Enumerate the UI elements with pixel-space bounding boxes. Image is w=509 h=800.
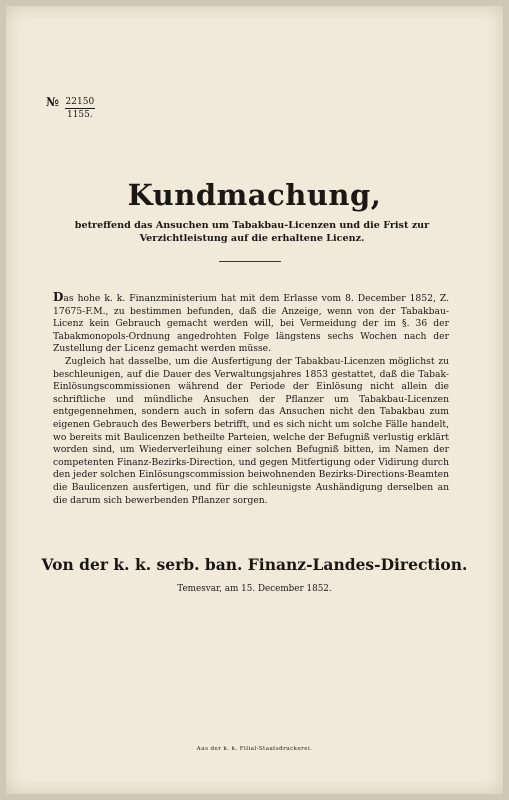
- printer-imprint: Aus der k. k. Filial-Staatsdruckerei.: [196, 746, 313, 752]
- title-divider: [219, 261, 281, 262]
- document-title: Kundmachung,: [127, 178, 382, 212]
- reference-number: [46, 96, 95, 121]
- number-numerator: 22150: [65, 97, 95, 107]
- number-fraction: [65, 96, 96, 121]
- document-subtitle: betreffend das Ansuchen um Tabakbau-Licenzen und die Frist zur Verzichtleistung auf die erhaltene Licenz.: [74, 220, 430, 244]
- place-and-date: Temesvar, am 15. December 1852.: [177, 584, 332, 594]
- initial-letter: D: [53, 290, 64, 304]
- issuing-authority: Von der k. k. serb. ban. Finanz-Landes-Direction.: [41, 555, 468, 574]
- number-denominator: 1155.: [66, 110, 93, 120]
- paragraph-2: Zugleich hat dasselbe, um die Ausfertigung der Tabakbau-Licenzen möglichst zu beschleunigen, auf die Dauer des Verwaltungsjahres 1853 gestattet, daß die Tabak-Einlösungscommissionen während der Periode der Einlösung nicht allein die schriftliche und mündliche Ansuchen der Pflanzer um Tabakbau-Licenzen entgegennehmen, sondern auch in sofern das Ansuchen nicht den Tabakbau zum eigenen Gebrauch des Bewerbers betrifft, und es sich nicht um solche Fälle handelt, wo bereits mit Baulicenzen betheilte Parteien, welche der Befugniß verlustig erklärt worden sind, um Wiederverleihung einer solchen Befugniß bitten, im Namen der competenten Finanz-Bezirks-Direction, und gegen Mitfertigung oder Vidirung durch den jeder solchen Einlösungscommission beiwohnenden Bezirks-Directions-Beamten die Baulicenzen ausfertigen, und für die schleunigste Aushändigung derselben an die darum sich bewerbenden Pflanzer sorgen.: [53, 355, 449, 506]
- document-sheet: [6, 6, 503, 794]
- paragraph-1-text: as hohe k. k. Finanzministerium hat mit dem Erlasse vom 8. December 1852, Z. 17675-F.M., zu bestimmen befunden, daß die Anzeige, wenn von der Tabakbau-Licenz kein Gebrauch gemacht werden will, bei Vermeidung der im §. 36 der Tabakmonopols-Ordnung angedrohten Folge längstens sechs Wochen nach der Zustellung der Licenz gemacht werden müsse.: [53, 293, 449, 355]
- document-body: [53, 291, 449, 507]
- number-sign: №: [46, 95, 60, 109]
- paragraph-1: [53, 291, 449, 356]
